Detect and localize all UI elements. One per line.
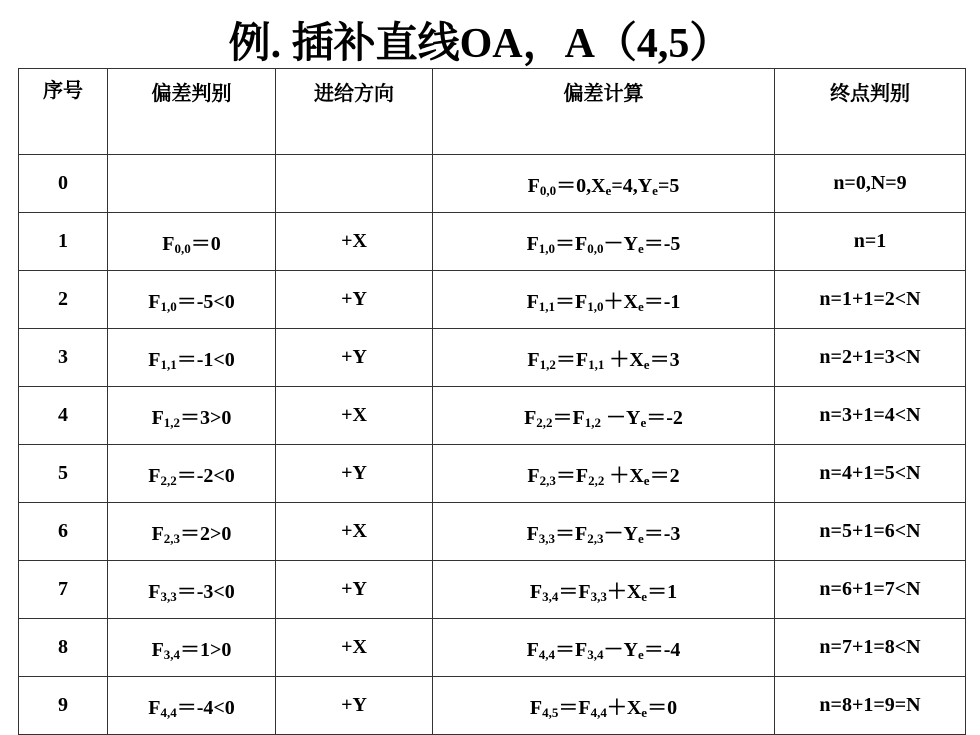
- direction-cell: +X: [276, 619, 433, 677]
- calc-cell-text: F: [527, 349, 540, 371]
- judge-cell-text: F: [151, 523, 164, 545]
- judge-cell: [108, 387, 276, 445]
- direction-cell: +Y: [276, 561, 433, 619]
- end-cell: n=8+1=9=N: [775, 677, 966, 735]
- judge-cell-subscript: 2,2: [160, 473, 177, 488]
- calc-cell-subscript: 3,4: [587, 647, 604, 662]
- calc-cell-text: ＝3: [649, 349, 680, 371]
- judge-cell-text: ＝0: [190, 233, 221, 255]
- calc-cell-subscript: 3,3: [590, 589, 607, 604]
- seq-cell: 1: [19, 213, 108, 271]
- header-judge: 偏差判别: [108, 69, 276, 155]
- seq-cell: 0: [19, 155, 108, 213]
- calc-cell-text: ＝-5: [643, 233, 681, 255]
- calc-cell-subscript: 1,1: [538, 299, 556, 314]
- judge-cell: [108, 445, 276, 503]
- judge-cell-text: F: [148, 581, 161, 603]
- calc-cell-text: F: [526, 523, 539, 545]
- calc-cell-text: －Y: [603, 233, 638, 255]
- judge-cell-text: F: [151, 639, 164, 661]
- judge-cell: [108, 271, 276, 329]
- calc-cell: [433, 329, 775, 387]
- calc-cell: [433, 503, 775, 561]
- table-row: [19, 329, 966, 387]
- calc-cell-subscript: 2,2: [588, 473, 605, 488]
- judge-cell: [108, 155, 276, 213]
- table-body: [19, 69, 966, 735]
- table-row: [19, 155, 966, 213]
- end-cell: n=3+1=4<N: [775, 387, 966, 445]
- direction-cell: +X: [276, 213, 433, 271]
- judge-cell-text: F: [148, 291, 161, 313]
- calc-cell-text: ＝2: [649, 465, 680, 487]
- calc-cell-subscript: 1,2: [584, 415, 602, 430]
- calc-cell-text: ＝0: [647, 697, 678, 719]
- calc-cell-text: ＝1: [647, 581, 678, 603]
- calc-cell-subscript: 4,4: [538, 647, 556, 662]
- judge-cell-text: ＝2>0: [180, 523, 232, 545]
- calc-cell-subscript: e: [637, 647, 644, 662]
- calc-cell-text: ＝0,X: [556, 175, 606, 197]
- table-row: [19, 387, 966, 445]
- calc-cell-text: =5: [657, 175, 680, 197]
- judge-cell-text: ＝-4<0: [176, 697, 235, 719]
- direction-cell: +X: [276, 387, 433, 445]
- direction-cell: +Y: [276, 445, 433, 503]
- calc-cell-subscript: e: [643, 357, 650, 372]
- header-calc: 偏差计算: [433, 69, 775, 155]
- header-seq: 序号: [19, 69, 108, 155]
- calc-cell-text: ＝-1: [643, 291, 681, 313]
- table-row: [19, 445, 966, 503]
- judge-cell-text: F: [162, 233, 175, 255]
- calc-cell-subscript: 2,3: [539, 473, 556, 488]
- direction-cell: [276, 155, 433, 213]
- calc-cell-text: ＋X: [604, 349, 644, 371]
- end-cell: n=1: [775, 213, 966, 271]
- judge-cell-subscript: 0,0: [174, 241, 191, 256]
- judge-cell: [108, 329, 276, 387]
- calc-cell: [433, 271, 775, 329]
- judge-cell-subscript: 3,3: [160, 589, 177, 604]
- seq-cell: 7: [19, 561, 108, 619]
- end-cell: n=6+1=7<N: [775, 561, 966, 619]
- direction-cell: +Y: [276, 329, 433, 387]
- direction-cell: +Y: [276, 271, 433, 329]
- end-cell: n=1+1=2<N: [775, 271, 966, 329]
- calc-cell: [433, 619, 775, 677]
- calc-cell: [433, 213, 775, 271]
- table-row: [19, 677, 966, 735]
- calc-cell: [433, 561, 775, 619]
- calc-cell-subscript: 1,1: [588, 357, 605, 372]
- header-direction: 进给方向: [276, 69, 433, 155]
- calc-cell-subscript: 4,4: [590, 705, 607, 720]
- table-row: [19, 213, 966, 271]
- calc-cell-text: ＝-4: [643, 639, 681, 661]
- calc-cell-text: ＝F: [555, 523, 588, 545]
- end-cell: n=2+1=3<N: [775, 329, 966, 387]
- seq-cell: 9: [19, 677, 108, 735]
- seq-cell: 8: [19, 619, 108, 677]
- seq-cell: 6: [19, 503, 108, 561]
- calc-cell-subscript: 3,4: [542, 589, 559, 604]
- judge-cell-text: ＝-3<0: [176, 581, 235, 603]
- calc-cell-subscript: 3,3: [538, 531, 556, 546]
- seq-cell: 5: [19, 445, 108, 503]
- calc-cell: [433, 677, 775, 735]
- calc-cell-subscript: 1,0: [587, 299, 604, 314]
- calc-cell-text: ＝F: [555, 465, 589, 487]
- calc-cell-subscript: e: [637, 299, 644, 314]
- calc-cell-subscript: 0,0: [539, 183, 557, 198]
- judge-cell: [108, 677, 276, 735]
- interpolation-table: [18, 68, 966, 735]
- seq-cell: 3: [19, 329, 108, 387]
- calc-cell-subscript: e: [605, 183, 612, 198]
- calc-cell-text: ＝F: [555, 291, 588, 313]
- calc-cell-text: F: [527, 175, 540, 197]
- calc-cell-text: ＋X: [603, 291, 638, 313]
- calc-cell-subscript: e: [643, 473, 650, 488]
- calc-cell-subscript: e: [637, 241, 644, 256]
- table-row: [19, 503, 966, 561]
- judge-cell-text: ＝-5<0: [176, 291, 235, 313]
- calc-cell-subscript: 4,5: [542, 705, 559, 720]
- calc-cell-text: F: [529, 697, 543, 719]
- judge-cell-text: ＝-2<0: [176, 465, 235, 487]
- calc-cell-subscript: 1,2: [539, 357, 556, 372]
- seq-cell: 2: [19, 271, 108, 329]
- calc-cell-text: F: [526, 639, 539, 661]
- judge-cell-text: ＝3>0: [180, 407, 232, 429]
- calc-cell-text: ＝F: [552, 407, 585, 429]
- judge-cell-subscript: 2,3: [163, 531, 181, 546]
- header-end: 终点判别: [775, 69, 966, 155]
- end-cell: n=5+1=6<N: [775, 503, 966, 561]
- calc-cell-text: ＋X: [606, 581, 642, 603]
- direction-cell: +X: [276, 503, 433, 561]
- calc-cell: [433, 387, 775, 445]
- calc-cell-text: F: [526, 233, 539, 255]
- judge-cell-text: ＝-1<0: [176, 349, 235, 371]
- judge-cell-subscript: 1,1: [160, 357, 177, 372]
- calc-cell-subscript: e: [652, 183, 658, 198]
- judge-cell: [108, 619, 276, 677]
- calc-cell-text: ＝-2: [646, 407, 683, 429]
- direction-cell: +Y: [276, 677, 433, 735]
- judge-cell-subscript: 4,4: [160, 705, 177, 720]
- judge-cell-subscript: 1,0: [160, 299, 177, 314]
- calc-cell-text: ＝F: [555, 639, 588, 661]
- judge-cell-text: ＝1>0: [180, 639, 232, 661]
- judge-cell-text: F: [151, 407, 164, 429]
- calc-cell-text: －Y: [603, 639, 638, 661]
- judge-cell: [108, 213, 276, 271]
- calc-cell-text: ＋X: [604, 465, 644, 487]
- judge-cell-text: F: [148, 465, 161, 487]
- calc-cell-text: ＝F: [558, 697, 591, 719]
- calc-cell-text: －Y: [601, 407, 641, 429]
- table-row: [19, 619, 966, 677]
- calc-cell-text: F: [529, 581, 543, 603]
- judge-cell-text: F: [148, 697, 161, 719]
- header-row: [19, 69, 966, 155]
- calc-cell-subscript: 2,3: [587, 531, 604, 546]
- judge-cell: [108, 503, 276, 561]
- calc-cell-subscript: e: [641, 705, 648, 720]
- calc-cell-text: ＝F: [555, 349, 589, 371]
- calc-cell-text: =4,Y: [611, 175, 653, 197]
- end-cell: n=4+1=5<N: [775, 445, 966, 503]
- judge-cell-text: F: [148, 349, 161, 371]
- table-row: [19, 561, 966, 619]
- calc-cell-subscript: e: [640, 415, 647, 430]
- calc-cell-text: F: [526, 291, 539, 313]
- calc-cell-text: F: [527, 465, 540, 487]
- judge-cell-subscript: 3,4: [163, 647, 181, 662]
- calc-cell-text: ＝F: [558, 581, 591, 603]
- calc-cell-subscript: 2,2: [536, 415, 553, 430]
- calc-cell-text: ＝F: [555, 233, 588, 255]
- calc-cell-subscript: 1,0: [538, 241, 556, 256]
- calc-cell-text: ＝-3: [643, 523, 681, 545]
- calc-cell-subscript: e: [641, 589, 648, 604]
- calc-cell-subscript: e: [637, 531, 644, 546]
- calc-cell-subscript: 0,0: [587, 241, 604, 256]
- table-row: [19, 271, 966, 329]
- calc-cell-text: F: [524, 407, 537, 429]
- judge-cell-subscript: 1,2: [163, 415, 181, 430]
- seq-cell: 4: [19, 387, 108, 445]
- calc-cell-text: －Y: [603, 523, 638, 545]
- calc-cell-text: ＋X: [606, 697, 642, 719]
- end-cell: n=7+1=8<N: [775, 619, 966, 677]
- calc-cell: [433, 445, 775, 503]
- end-cell: n=0,N=9: [775, 155, 966, 213]
- slide-title: 例. 插补直线OA，A（4,5）: [228, 21, 732, 67]
- judge-cell: [108, 561, 276, 619]
- calc-cell: [433, 155, 775, 213]
